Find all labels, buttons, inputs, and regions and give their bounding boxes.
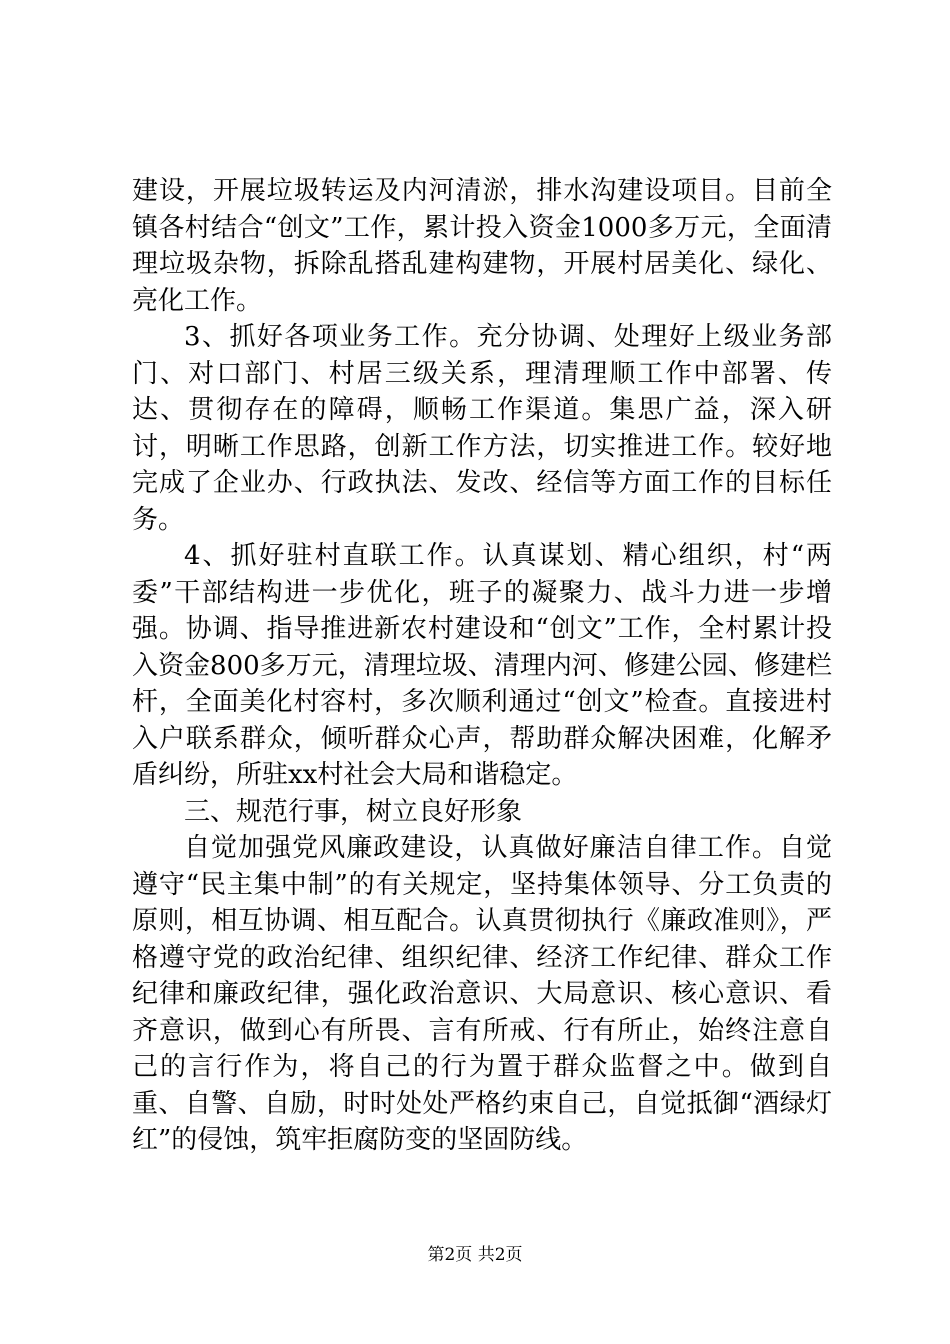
paragraph-continuation: 建设，开展垃圾转运及内河清淤，排水沟建设项目。目前全镇各村结合“创文”工作，累计投入资金1000多万元，全面清理垃圾杂物，拆除乱搭乱建构建物，开展村居美化、绿化、亮化工作。 <box>132 176 832 316</box>
paragraph-business-work: 3、抓好各项业务工作。充分协调、处理好上级业务部门、对口部门、村居三级关系，理清理顺工作中部署、传达、贯彻存在的障碍，顺畅工作渠道。集思广益，深入研讨，明晰工作思路，创新工作方法，切实推进工作。较好地完成了企业办、行政执法、发改、经信等方面工作的目标任务。 <box>132 322 832 535</box>
document-body <box>132 173 832 1159</box>
paragraph-village-liaison: 4、抓好驻村直联工作。认真谋划、精心组织，村“两委”干部结构进一步优化，班子的凝聚力、战斗力进一步增强。协调、指导推进新农村建设和“创文”工作，全村累计投入资金800多万元，清理垃圾、清理内河、修建公园、修建栏杆，全面美化村容村，多次顺利通过“创文”检查。直接进村入户联系群众，倾听群众心声，帮助群众解决困难，化解矛盾纠纷，所驻xx村社会大局和谐稳定。 <box>132 541 832 790</box>
page-number-footer: 第2页 共2页 <box>427 1245 523 1265</box>
section-heading: 三、规范行事，树立良好形象 <box>184 796 523 827</box>
paragraph-integrity: 自觉加强党风廉政建设，认真做好廉洁自律工作。自觉遵守“民主集中制”的有关规定，坚持集体领导、分工负责的原则，相互协调、相互配合。认真贯彻执行《廉政准则》，严格遵守党的政治纪律、组织纪律、经济工作纪律、群众工作纪律和廉政纪律，强化政治意识、大局意识、核心意识、看齐意识，做到心有所畏、言有所戒、行有所止，始终注意自己的言行作为，将自己的行为置于群众监督之中。做到自重、自警、自励，时时处处严格约束自己，自觉抵御“酒绿灯红”的侵蚀，筑牢拒腐防变的坚固防线。 <box>132 833 832 1155</box>
